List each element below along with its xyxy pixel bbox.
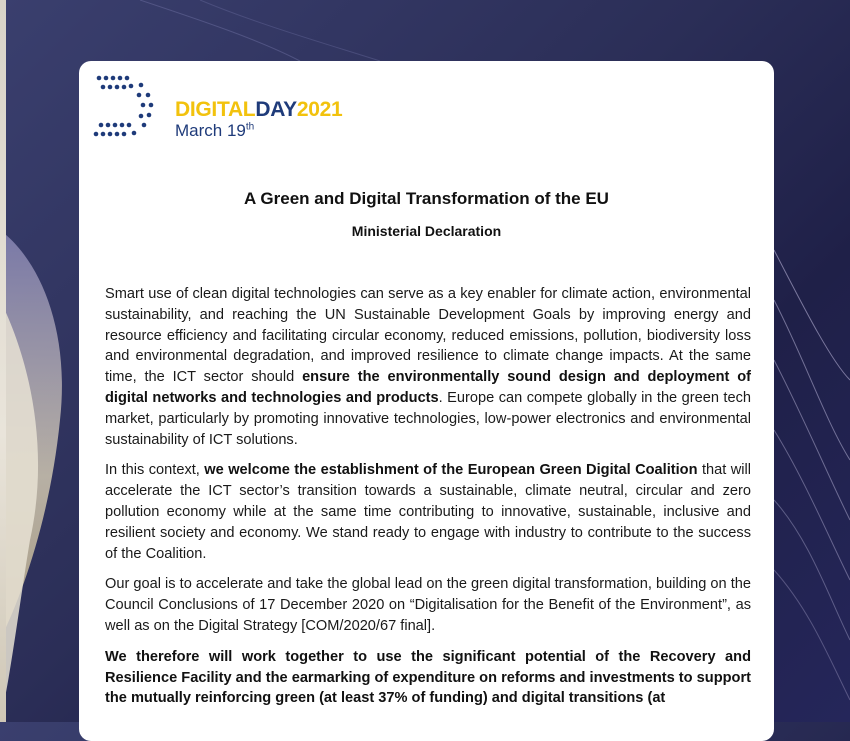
logo-date-main: March 19 [175,121,246,140]
document-body [105,284,751,719]
paragraph-1-text-a: Smart use of clean digital technologies can serve as a key enabler for climate action, environmental sustainability, and reaching the UN Sustainable Development Goals by improving energy and resource efficiency and facilitating circular economy, reduced emissions, pollution, biodiversity loss and environmental degradation, and improved resilience to climate change impacts. At the same time, the ICT sector should [105,286,751,386]
paragraph-4 [105,647,751,709]
document-page [79,61,774,741]
left-page-edge [0,0,6,722]
paragraph-4-bold: We therefore will work together to use the significant potential of the Recovery and Resilience Facility and the earmarking of expenditure on reforms and investments to support the mutually reinforcing green (at least 37% of funding) and digital transitions (at [105,648,751,707]
paragraph-2-text-c: that will accelerate the ICT sector’s transition towards a sustainable, climate neutral, circular and zero pollution economy while at the same time contributing to innovative, sustainable, inclusive and resilient society and economy. We stand ready to engage with industry to contribute to the success of the Coalition. [105,462,751,562]
logo-date-suffix: th [245,121,255,133]
paragraph-2-text-a: In this context, [105,462,205,479]
paragraph-1 [105,284,751,450]
digital-day-logo [93,75,343,145]
logo-date [175,121,254,141]
paragraph-1-bold: ensure the environmentally sound design and deployment of digital networks and technologies and products [105,369,751,406]
logo-word-digital: DIGITAL [175,98,256,121]
paragraph-2-bold: we welcome the establishment of the European Green Digital Coalition [204,462,698,479]
paragraph-1-text-c: . Europe can compete globally in the green tech market, particularly by promoting innovative technologies, low-power electronics and environmental sustainability of ICT solutions. [105,389,752,448]
paragraph-3: Our goal is to accelerate and take the global lead on the green digital transformation, building on the Council Conclusions of 17 December 2020 on “Digitalisation for the Benefit of the Environment”, as well as on the Digital Strategy [COM/2020/67 final]. [105,576,751,634]
dotted-d-logo-icon [93,75,163,145]
logo-word-day: DAY [255,98,297,121]
paragraph-2 [105,460,751,564]
document-title: A Green and Digital Transformation of the EU [244,189,609,208]
logo-word-year: 2021 [296,98,343,121]
logo-title [175,98,342,122]
document-subtitle: Ministerial Declaration [351,223,502,239]
